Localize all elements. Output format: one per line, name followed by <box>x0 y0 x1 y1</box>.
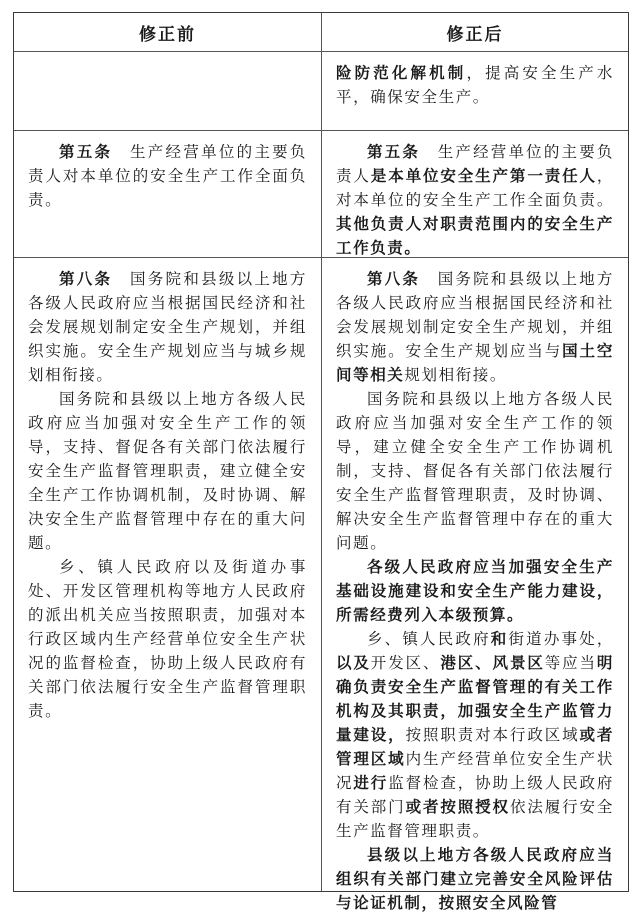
text: 等应当 <box>544 654 597 672</box>
text: 开发区、 <box>370 654 441 672</box>
text: 乡、镇人民政府 <box>367 630 491 648</box>
bold-text: 险防范化解机制 <box>336 63 467 82</box>
text: 街道办事处， <box>508 630 614 648</box>
header-after: 修正后 <box>446 24 504 45</box>
bold-text: 明确负责安全生产监督管理的有关工作机构及其职责，加强安全生产监管力量建设， <box>336 653 615 744</box>
text: 内生产经营单位安全生产状况 <box>336 750 614 792</box>
bold-text: 或者管理区域 <box>336 725 614 768</box>
bold-text: 国土空间等相关 <box>336 341 614 384</box>
bold-text: 其他负责人对职责范围内的安全生产工作负责。 <box>336 214 614 257</box>
bold-text: 县级以上地方各级人民政府应当组织有关部门建立完善安全风险评估与论证机制，按照安全风险管 <box>336 845 614 912</box>
cell-after <box>322 51 628 130</box>
paragraph <box>336 61 614 109</box>
bold-text: 或者按照授权 <box>405 797 510 816</box>
text: 国务院和县级以上地方各级人民政府应当加强对安全生产工作的领导，支持、督促各有关部门依法履行安全生产监督管理职责，建立健全安全生产工作协调机制，及时协调、解决安全生产监督管理中存在的重大问题。 <box>28 390 307 552</box>
text: 国务院和县级以上地方各级人民政府应当根据国民经济和社会发展规划制定安全生产规划，并组织实施。安全生产规划应当与城乡规划相衔接。 <box>28 270 307 384</box>
text: ，提高安全生产水平，确保安全生产。 <box>336 64 614 106</box>
bold-text: 以及 <box>336 653 371 672</box>
paragraph <box>336 843 614 915</box>
bold-text: 第八条 <box>59 269 113 288</box>
paragraph <box>28 267 307 387</box>
bold-text: 是本单位安全生产第一责任人 <box>370 166 597 185</box>
bold-text: 第五条 <box>367 142 421 161</box>
cell-after <box>322 257 628 912</box>
paragraph <box>336 387 614 555</box>
cell-before <box>14 130 321 257</box>
text: 监督检查，协助上级人民政府有关部门 <box>336 774 615 816</box>
column-divider <box>321 13 322 891</box>
paragraph <box>336 267 614 387</box>
text: 规划相衔接。 <box>404 366 508 384</box>
cell-before <box>14 51 321 130</box>
text: 依法履行安全生产监督管理职责。 <box>336 798 614 840</box>
text: 按照职责对本行政区域 <box>405 726 580 744</box>
paragraph <box>336 627 614 843</box>
text: 生产经营单位的主要负责人 <box>336 143 614 185</box>
bold-text: 进行 <box>353 773 389 792</box>
bold-text: 各级人民政府应当加强安全生产基础设施建设和安全生产能力建设，所需经费列入本级预算。 <box>336 557 614 624</box>
text: ，对本单位的安全生产工作全面负责。 <box>336 167 614 209</box>
text: 乡、镇人民政府以及街道办事处、开发区管理机构等地方人民政府的派出机关应当按照职责，加强对本行政区域内生产经营单位安全生产状况的监督检查，协助上级人民政府有关部门依法履行安全生产监督管理职责。 <box>28 558 307 720</box>
header-before: 修正前 <box>139 24 196 45</box>
text: 国务院和县级以上地方各级人民政府应当加强对安全生产工作的领导，建立健全安全生产工作协调机制，支持、督促各有关部门依法履行安全生产监督管理职责，及时协调、解决安全生产监督管理中存在的重大问题。 <box>336 390 614 552</box>
bold-text: 和 <box>490 629 509 648</box>
text: 国务院和县级以上地方各级人民政府应当根据国民经济和社会发展规划制定安全生产规划，并组织实施。安全生产规划应当与 <box>336 270 614 360</box>
cell-after <box>322 130 628 257</box>
paragraph <box>336 140 614 260</box>
paragraph <box>28 387 307 555</box>
paragraph <box>28 555 307 723</box>
bold-text: 第八条 <box>367 269 421 288</box>
cell-before <box>14 257 321 891</box>
paragraph <box>336 555 614 627</box>
comparison-table <box>13 12 629 912</box>
bold-text: 第五条 <box>59 142 113 161</box>
text: 生产经营单位的主要负责人对本单位的安全生产工作全面负责。 <box>28 143 307 209</box>
bold-text: 港区、风景区 <box>440 653 545 672</box>
paragraph <box>28 140 307 212</box>
